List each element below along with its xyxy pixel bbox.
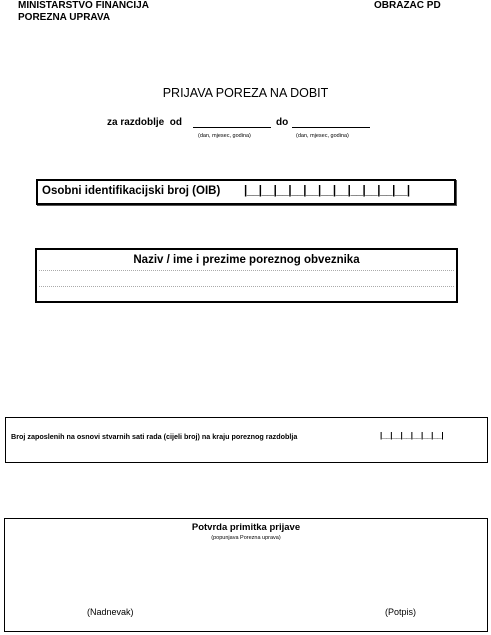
taxpayer-box: [35, 248, 458, 303]
receipt-note: (popunjava Porezna uprava): [211, 535, 281, 541]
taxpayer-label: Naziv / ime i prezime poreznog obveznika: [133, 254, 360, 266]
department-name: POREZNA UPRAVA: [18, 12, 111, 23]
taxpayer-line-2[interactable]: [39, 286, 454, 287]
oib-box: [36, 179, 456, 205]
receipt-box: [4, 518, 488, 632]
taxpayer-line-1[interactable]: [39, 270, 454, 271]
receipt-date-label: (Nadnevak): [87, 607, 134, 617]
employees-input[interactable]: |__|__|__|__|__|__|: [380, 431, 444, 440]
form-code: OBRAZAC PD: [374, 0, 441, 11]
form-title: PRIJAVA POREZA NA DOBIT: [162, 86, 329, 100]
employees-label: Broj zaposlenih na osnovi stvarnih sati rada (cijeli broj) na kraju poreznog razdoblja: [11, 432, 298, 441]
date-hint-from: (dan, mjesec, godina): [198, 133, 251, 139]
period-label: za razdoblje od: [107, 117, 183, 128]
ministry-name: MINISTARSTVO FINANCIJA: [18, 0, 149, 11]
employees-box: [5, 417, 488, 463]
oib-label: Osobni identifikacijski broj (OIB): [42, 185, 221, 197]
period-to-label: do: [276, 117, 289, 128]
period-to-field[interactable]: [292, 127, 370, 128]
receipt-title: Potvrda primitka prijave: [191, 522, 301, 533]
receipt-signature-label: (Potpis): [385, 607, 417, 617]
period-from-field[interactable]: [193, 127, 271, 128]
oib-input[interactable]: |__|__|__|__|__|__|__|__|__|__|__|: [244, 185, 410, 197]
date-hint-to: (dan, mjesec, godina): [296, 133, 349, 139]
